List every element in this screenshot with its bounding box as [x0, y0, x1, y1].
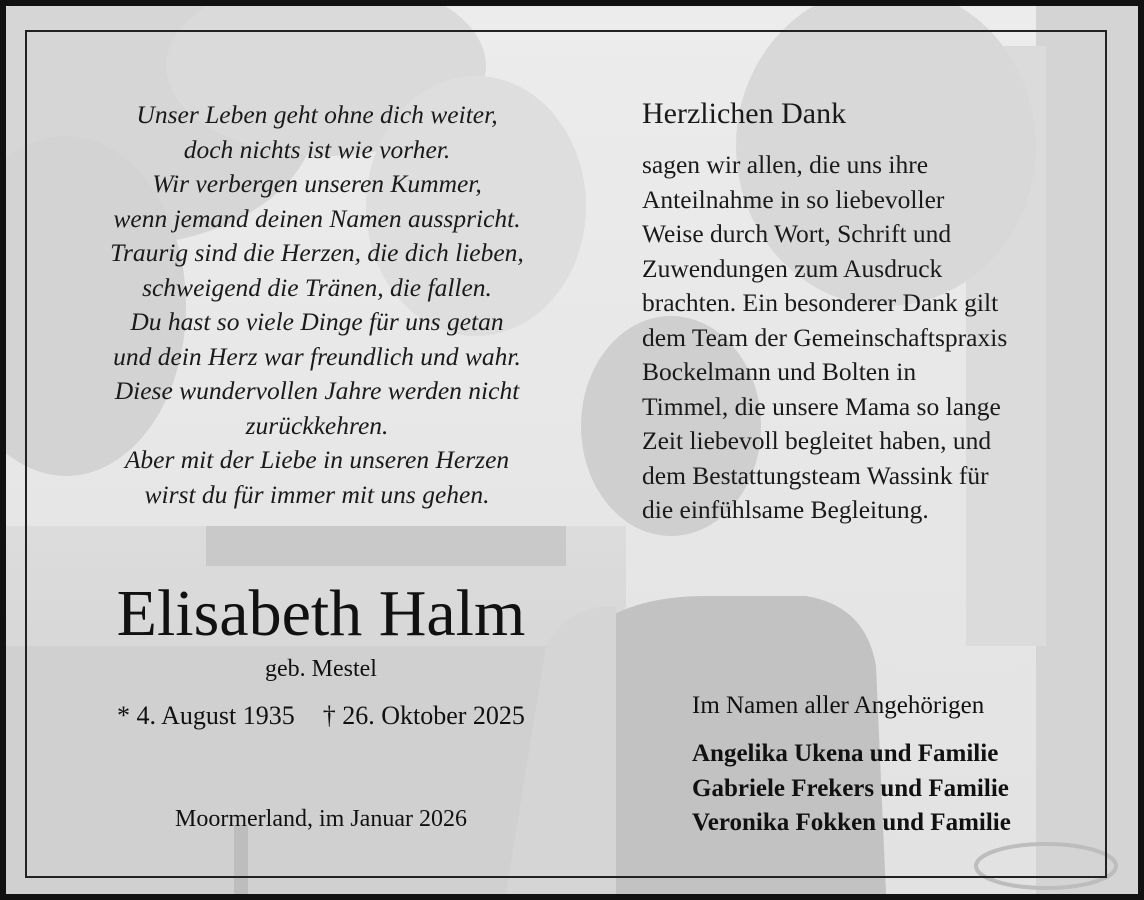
- deceased-name: Elisabeth Halm: [116, 577, 526, 650]
- poem-line: wirst du für immer mit uns gehen.: [144, 479, 490, 509]
- thanks-line: die einfühlsame Begleitung.: [642, 495, 929, 524]
- poem-line: zurückkehren.: [245, 410, 389, 440]
- birth-name: geb. Mestel: [265, 656, 377, 682]
- thanks-section: [642, 94, 1112, 528]
- family-name: Veronika Fokken und Familie: [692, 809, 1011, 836]
- thanks-line: Timmel, die unsere Mama so lange: [642, 391, 1001, 421]
- poem-line: schweigend die Tränen, die fallen.: [142, 272, 492, 302]
- poem-line: Diese wundervollen Jahre werden nicht: [114, 376, 520, 405]
- thanks-line: brachten. Ein besonderer Dank gilt: [642, 288, 999, 317]
- thanks-line: dem Bestattungsteam Wassink für: [642, 460, 989, 490]
- thanks-line: Weise durch Wort, Schrift und: [642, 219, 952, 248]
- thanks-line: sagen wir allen, die uns ihre: [642, 150, 929, 179]
- birth-date: * 4. August 1935: [117, 701, 295, 730]
- poem-line: wenn jemand deinen Namen ausspricht.: [113, 203, 521, 233]
- poem-line: Traurig sind die Herzen, die dich lieben,: [110, 238, 524, 267]
- family-name: Gabriele Frekers und Familie: [692, 774, 1009, 802]
- poem-line: doch nichts ist wie vorher.: [183, 134, 451, 164]
- thanks-line: dem Team der Gemeinschaftspraxis: [642, 322, 1008, 352]
- death-date: † 26. Oktober 2025: [322, 701, 525, 730]
- life-dates: [46, 700, 596, 732]
- poem-line: Unser Leben geht ohne dich weiter,: [136, 100, 498, 129]
- place-date: Moormerland, im Januar 2026: [175, 806, 467, 832]
- family-name: Angelika Ukena und Familie: [692, 740, 999, 767]
- poem: [52, 98, 582, 512]
- poem-line: Wir verbergen unseren Kummer,: [152, 169, 482, 198]
- thanks-line: Bockelmann und Bolten in: [642, 357, 917, 386]
- thanks-line: Zeit liebevoll begleitet haben, und: [642, 426, 992, 455]
- poem-line: Aber mit der Liebe in unseren Herzen: [124, 445, 510, 474]
- thanks-line: Anteilnahme in so liebevoller: [642, 184, 945, 214]
- mourners-intro: Im Namen aller Angehörigen: [692, 692, 985, 719]
- poem-line: und dein Herz war freundlich und wahr.: [113, 341, 521, 371]
- thanks-line: Zuwendungen zum Ausdruck: [642, 253, 943, 283]
- mourners-families: [692, 737, 1112, 841]
- poem-line: Du hast so viele Dinge für uns getan: [130, 307, 504, 336]
- thanks-heading: Herzlichen Dank: [642, 97, 847, 130]
